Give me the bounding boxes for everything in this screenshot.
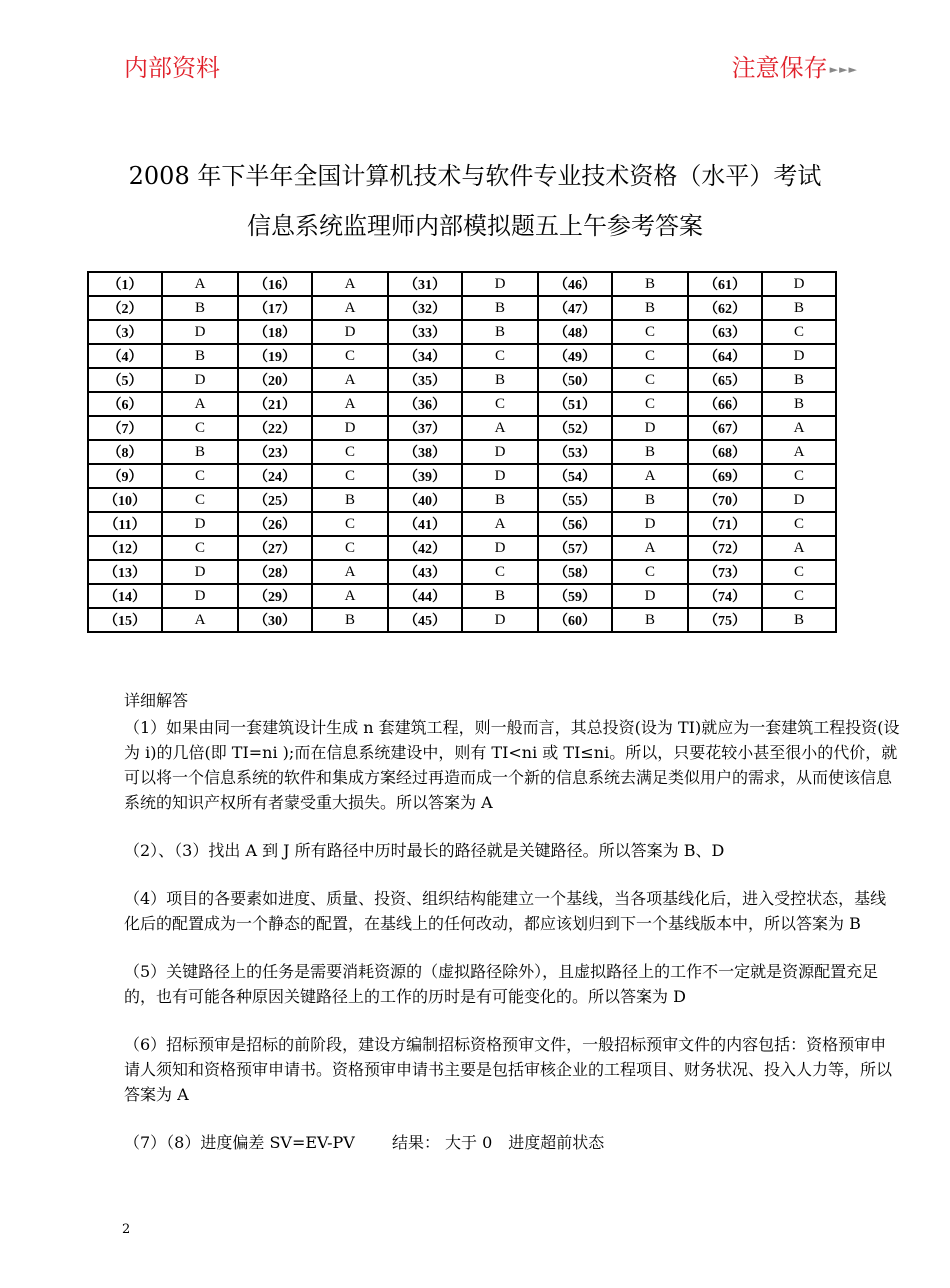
question-number: （3） [88,320,162,344]
question-number: （59） [538,584,612,608]
answer-letter: D [462,272,538,296]
question-number: （26） [238,512,312,536]
question-number: （29） [238,584,312,608]
explanation-heading: 详细解答 [124,691,189,710]
question-number: （72） [688,536,762,560]
question-number: （73） [688,560,762,584]
table-row [88,464,836,488]
table-row [88,344,836,368]
question-number: （42） [388,536,462,560]
table-row [88,272,836,296]
question-number: （6） [88,392,162,416]
answer-letter: A [312,392,388,416]
question-number: （17） [238,296,312,320]
table-row [88,320,836,344]
question-number: （11） [88,512,162,536]
question-number: （48） [538,320,612,344]
question-number: （53） [538,440,612,464]
answer-letter: D [612,416,688,440]
table-row [88,608,836,632]
table-row [88,368,836,392]
question-number: （8） [88,440,162,464]
question-number: （51） [538,392,612,416]
question-number: （25） [238,488,312,512]
answer-letter: A [762,440,836,464]
question-number: （22） [238,416,312,440]
question-number: （14） [88,584,162,608]
answer-letter: B [612,272,688,296]
answer-letter: B [462,296,538,320]
question-number: （60） [538,608,612,632]
answer-letter: C [162,488,238,512]
answer-letter: A [162,392,238,416]
answer-letter: C [762,560,836,584]
explanation-q2-3: （2）、（3）找出 A 到 J 所有路径中历时最长的路径就是关键路径。所以答案为 B、D [124,841,725,860]
answer-letter: A [162,608,238,632]
answer-letter: D [762,344,836,368]
question-number: （16） [238,272,312,296]
question-number: （21） [238,392,312,416]
table-row [88,584,836,608]
question-number: （12） [88,536,162,560]
answer-letter: C [612,320,688,344]
answer-letter: B [762,368,836,392]
question-number: （67） [688,416,762,440]
answer-letter: C [312,440,388,464]
question-number: （7） [88,416,162,440]
table-row [88,392,836,416]
explanation-section [124,688,900,1178]
answer-letter: C [162,416,238,440]
question-number: （71） [688,512,762,536]
question-number: （38） [388,440,462,464]
question-number: （35） [388,368,462,392]
question-number: （5） [88,368,162,392]
question-number: （43） [388,560,462,584]
answer-letter: D [762,488,836,512]
answer-letter: D [462,536,538,560]
question-number: （65） [688,368,762,392]
question-number: （69） [688,464,762,488]
answer-letter: B [612,440,688,464]
answer-letter: A [162,272,238,296]
question-number: （46） [538,272,612,296]
answer-letter: A [762,416,836,440]
explanation-q1: （1）如果由同一套建筑设计生成 n 套建筑工程，则一般而言，其总投资(设为 TI)就应为一套建筑工程投资(设为 i)的几倍(即 TI=ni );而在信息系统建设中，则有 TI<ni 或 TI≤ni。所以，只要花较小甚至很小的代价，就可以将一个信息系统的软件和集成方案经过再造而成一个新的信息系统去满足类似用户的需求，从而使该信息系统的知识产权所有者蒙受重大损失。所以答案为 A [124,718,900,812]
answer-letter: D [162,560,238,584]
table-row [88,512,836,536]
question-number: （28） [238,560,312,584]
question-number: （55） [538,488,612,512]
answer-letter: D [162,584,238,608]
answer-letter: B [162,344,238,368]
answer-letter: D [462,440,538,464]
answer-letter: D [162,512,238,536]
question-number: （1） [88,272,162,296]
arrow-icons: ►►► [829,63,858,76]
answer-letter: A [312,296,388,320]
answer-letter: A [462,512,538,536]
question-number: （74） [688,584,762,608]
question-number: （39） [388,464,462,488]
answer-letter: D [462,464,538,488]
question-number: （23） [238,440,312,464]
answer-letter: C [612,368,688,392]
question-number: （4） [88,344,162,368]
answer-letter: A [312,272,388,296]
question-number: （57） [538,536,612,560]
answer-letter: C [612,560,688,584]
table-row [88,296,836,320]
answer-letter: D [612,512,688,536]
answer-letter: C [762,320,836,344]
answer-table [87,271,837,633]
explanation-q7-8: （7）（8）进度偏差 SV=EV-PV 结果： 大于 0 进度超前状态 [124,1133,605,1152]
question-number: （68） [688,440,762,464]
answer-letter: C [312,344,388,368]
question-number: （61） [688,272,762,296]
answer-letter: C [312,536,388,560]
answer-letter: A [462,416,538,440]
table-row [88,488,836,512]
answer-letter: A [612,536,688,560]
question-number: （50） [538,368,612,392]
answer-letter: D [162,320,238,344]
answer-letter: D [162,368,238,392]
answer-letter: B [312,488,388,512]
answer-letter: B [612,608,688,632]
answer-letter: D [312,416,388,440]
answer-letter: C [462,392,538,416]
answer-letter: B [462,488,538,512]
explanation-q6: （6）招标预审是招标的前阶段，建设方编制招标资格预审文件，一般招标预审文件的内容包括：资格预审申请人须知和资格预审申请书。资格预审申请书主要是包括审核企业的工程项目、财务状况、投入人力等，所以答案为 A [124,1035,893,1104]
answer-letter: A [612,464,688,488]
question-number: （47） [538,296,612,320]
header-right-text: 注意保存 [731,54,828,82]
question-number: （54） [538,464,612,488]
question-number: （34） [388,344,462,368]
answer-letter: D [462,608,538,632]
answer-letter: B [312,608,388,632]
answer-table-body [88,272,836,632]
table-row [88,560,836,584]
answer-letter: A [312,584,388,608]
question-number: （13） [88,560,162,584]
question-number: （40） [388,488,462,512]
answer-letter: A [762,536,836,560]
question-number: （15） [88,608,162,632]
question-number: （56） [538,512,612,536]
answer-letter: C [612,344,688,368]
question-number: （24） [238,464,312,488]
question-number: （45） [388,608,462,632]
answer-letter: D [762,272,836,296]
question-number: （27） [238,536,312,560]
page-title: 2008 年下半年全国计算机技术与软件专业技术资格（水平）考试 [128,162,822,190]
question-number: （33） [388,320,462,344]
page-subtitle: 信息系统监理师内部模拟题五上午参考答案 [247,212,703,240]
table-row [88,536,836,560]
answer-letter: C [762,584,836,608]
explanation-q5: （5）关键路径上的任务是需要消耗资源的（虚拟路径除外），且虚拟路径上的工作不一定就是资源配置充足的，也有可能各种原因关键路径上的工作的历时是有可能变化的。所以答案为 D [124,962,879,1006]
question-number: （58） [538,560,612,584]
question-number: （18） [238,320,312,344]
question-number: （9） [88,464,162,488]
answer-letter: B [612,296,688,320]
page-number: 2 [122,1222,131,1237]
question-number: （66） [688,392,762,416]
answer-letter: C [762,512,836,536]
explanation-q4: （4）项目的各要素如进度、质量、投资、组织结构能建立一个基线，当各项基线化后，进入受控状态，基线化后的配置成为一个静态的配置，在基线上的任何改动，都应该划归到下一个基线版本中，所以答案为 B [124,889,887,933]
question-number: （52） [538,416,612,440]
answer-letter: C [312,464,388,488]
answer-letter: C [162,464,238,488]
answer-letter: B [762,608,836,632]
answer-letter: C [312,512,388,536]
question-number: （36） [388,392,462,416]
question-number: （30） [238,608,312,632]
header-left-label: 内部资料 [124,54,220,82]
header-right-label [732,48,858,83]
question-number: （63） [688,320,762,344]
answer-letter: C [762,464,836,488]
question-number: （70） [688,488,762,512]
answer-letter: B [462,584,538,608]
answer-letter: B [162,440,238,464]
answer-letter: B [462,320,538,344]
table-row [88,416,836,440]
answer-letter: B [612,488,688,512]
question-number: （10） [88,488,162,512]
answer-letter: B [162,296,238,320]
question-number: （62） [688,296,762,320]
answer-letter: C [462,344,538,368]
answer-letter: C [162,536,238,560]
question-number: （20） [238,368,312,392]
question-number: （75） [688,608,762,632]
question-number: （64） [688,344,762,368]
table-row [88,440,836,464]
answer-letter: C [612,392,688,416]
answer-letter: C [462,560,538,584]
question-number: （44） [388,584,462,608]
answer-letter: B [762,296,836,320]
answer-letter: D [612,584,688,608]
answer-letter: A [312,560,388,584]
question-number: （2） [88,296,162,320]
question-number: （19） [238,344,312,368]
answer-letter: A [312,368,388,392]
answer-letter: D [312,320,388,344]
question-number: （31） [388,272,462,296]
question-number: （49） [538,344,612,368]
question-number: （41） [388,512,462,536]
question-number: （32） [388,296,462,320]
question-number: （37） [388,416,462,440]
answer-letter: B [762,392,836,416]
answer-letter: B [462,368,538,392]
